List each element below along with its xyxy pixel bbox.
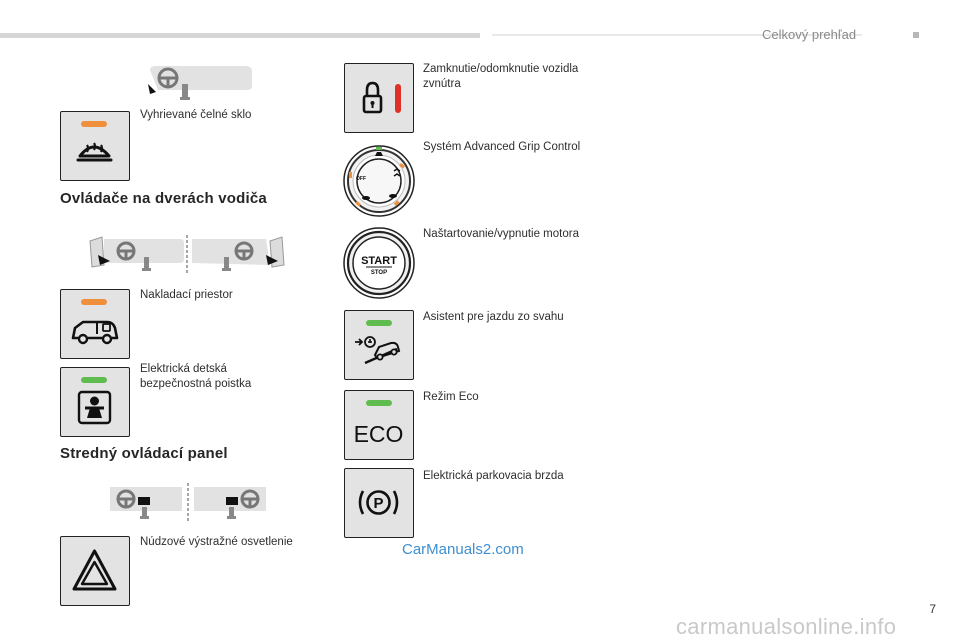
grip-control-label: Systém Advanced Grip Control [423,141,581,153]
start-stop-label: Naštartovanie/vypnutie motora [423,228,579,240]
start-stop-button[interactable] [342,226,416,300]
heated-windscreen-label: Vyhrievané čelné sklo [140,109,252,121]
header-title: Celkový prehľad [762,27,857,42]
parking-brake-label: Elektrická parkovacia brzda [423,470,564,482]
central-locking-label: Zamknutie/odomknutie vozidla zvnútra [423,63,579,90]
child-lock-button[interactable] [60,367,130,437]
hazard-lights-label: Núdzové výstražné osvetlenie [140,536,293,548]
start-text: START [361,255,397,267]
central-locking-button[interactable] [344,63,414,133]
grip-control-knob[interactable] [342,144,416,218]
eco-text: ECO [353,421,404,447]
section-title-center-panel: Stredný ovládací panel [60,445,228,462]
page-number: 7 [929,602,936,616]
heated-windscreen-button[interactable] [60,111,130,181]
eco-mode-button[interactable] [344,390,414,460]
hill-assist-button[interactable] [344,310,414,380]
eco-mode-label: Režim Eco [423,391,479,403]
parking-brake-button[interactable] [344,468,414,538]
grip-control-off-text: OFF [356,176,366,182]
child-lock-label: Elektrická detská bezpečnostná poistka [140,363,252,390]
watermark-carmanuals2: CarManuals2.com [402,541,524,558]
watermark-carmanualsonline: carmanualsonline.info [676,614,897,639]
header-square-icon [913,32,919,38]
stop-text: STOP [370,270,388,276]
boot-button[interactable] [60,289,130,359]
boot-label: Nakladací priestor [140,289,233,301]
center-panel-diagram-icon [108,483,270,523]
car-dashboard-diagram-icon [146,62,256,104]
parking-p-text: P [373,495,384,512]
hill-assist-label: Asistent pre jazdu zo svahu [423,311,564,323]
header-bar [0,33,480,38]
hazard-lights-button[interactable] [60,536,130,606]
car-doors-diagram-icon [86,235,290,275]
section-title-driver-door: Ovládače na dverách vodiča [60,190,267,207]
